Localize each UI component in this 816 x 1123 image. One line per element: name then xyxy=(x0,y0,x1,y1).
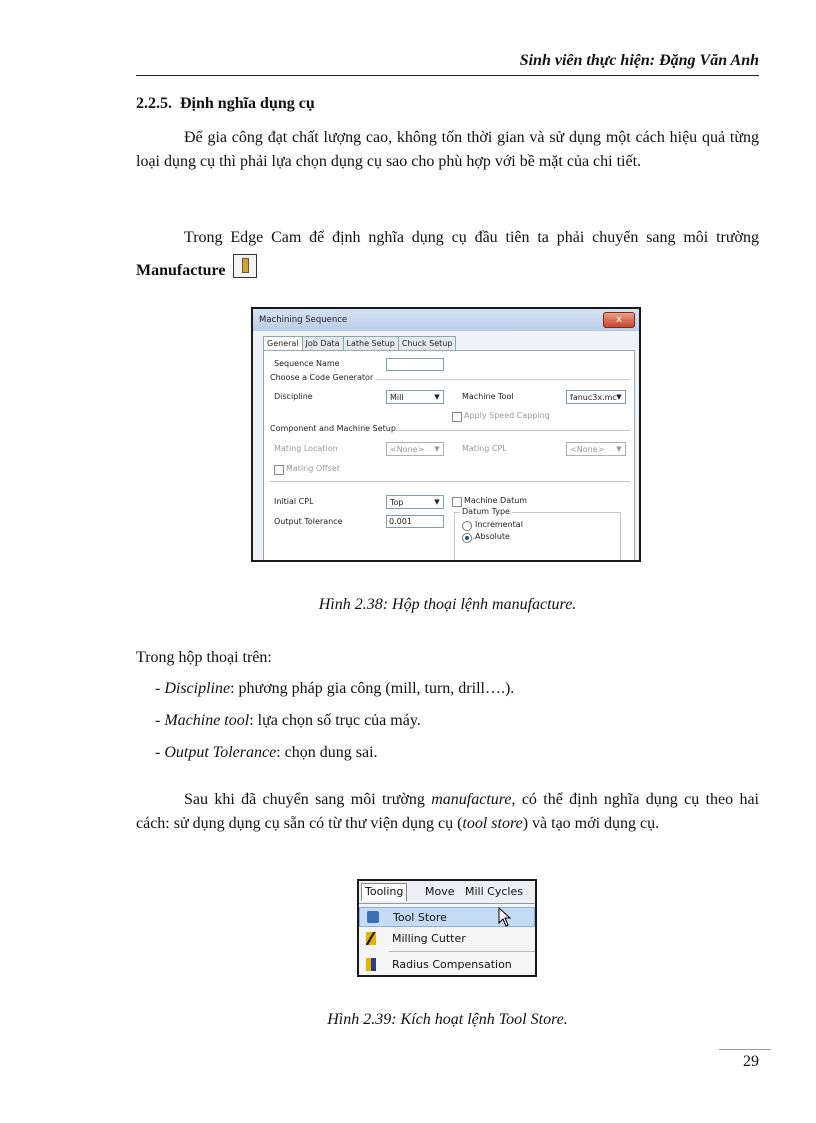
tab-chuck-setup[interactable]: Chuck Setup xyxy=(398,336,457,350)
output-tolerance-value: 0.001 xyxy=(389,517,412,526)
menu-separator xyxy=(389,951,535,952)
section-title: Định nghĩa dụng cụ xyxy=(180,95,315,112)
machine-datum-checkbox[interactable] xyxy=(452,497,462,507)
mating-cpl-value: <None> xyxy=(570,445,605,454)
bullet-machine-tool: - Machine tool: lựa chọn số trục của máy. xyxy=(155,712,421,729)
bullet-desc: : lựa chọn số trục của máy. xyxy=(249,712,421,729)
section-number: 2.2.5. xyxy=(136,95,172,112)
manufacture-term: Manufacture xyxy=(136,262,226,279)
sequence-name-input[interactable] xyxy=(386,358,444,371)
menu-item-label: Radius Compensation xyxy=(392,958,512,971)
incremental-radio[interactable] xyxy=(462,521,472,531)
tool-store-icon xyxy=(367,911,379,923)
dialog-tabs xyxy=(263,336,455,350)
menu-tooling[interactable]: Tooling xyxy=(361,883,407,901)
manufacture-icon xyxy=(233,254,257,278)
paragraph-1 xyxy=(136,126,759,174)
radius-compensation-icon xyxy=(366,958,376,971)
menu-item-label: Milling Cutter xyxy=(392,932,466,945)
footer-rule xyxy=(719,1049,771,1050)
chevron-down-icon: ▼ xyxy=(434,498,440,506)
apply-speed-label: Apply Speed Capping xyxy=(464,411,550,420)
paragraph-3-text: , có thể định nghĩa dụng cụ theo hai cách: sử dụng dụng cụ sẵn có từ thư viện dụng cụ ( xyxy=(136,791,760,832)
bullet-term: Discipline xyxy=(164,680,231,697)
mating-location-label: Mating Location xyxy=(274,444,338,453)
mating-offset-label: Mating Offset xyxy=(286,464,340,473)
bullet-discipline: - Discipline: phương pháp gia công (mill, turn, drill….). xyxy=(155,680,515,697)
machine-datum-label: Machine Datum xyxy=(464,496,528,505)
section-heading xyxy=(136,95,315,113)
menu-bar xyxy=(359,881,535,903)
tab-lathe-setup[interactable]: Lathe Setup xyxy=(343,336,399,350)
discipline-select[interactable] xyxy=(386,390,444,404)
tab-general[interactable]: General xyxy=(263,336,303,351)
chevron-down-icon: ▼ xyxy=(434,393,440,401)
discipline-value: Mill xyxy=(390,393,404,402)
menu-mill-cycles[interactable]: Mill Cycles xyxy=(465,885,523,898)
bullet-term: Output Tolerance xyxy=(164,744,277,761)
machine-tool-select[interactable] xyxy=(566,390,626,404)
paragraph-3-text: Sau khi đã chuyển sang môi trường xyxy=(184,791,432,808)
chevron-down-icon: ▼ xyxy=(616,445,622,453)
incremental-label: Incremental xyxy=(475,520,523,529)
group-divider xyxy=(376,379,630,380)
menu-item-label: Tool Store xyxy=(393,911,447,924)
sequence-name-label: Sequence Name xyxy=(274,359,340,368)
tooling-menu xyxy=(357,879,537,977)
bullet-desc: : phương pháp gia công (mill, turn, drill….). xyxy=(230,680,515,697)
mating-location-select[interactable] xyxy=(386,442,444,456)
menu-item-radius-compensation[interactable] xyxy=(359,955,535,975)
output-tolerance-input[interactable] xyxy=(386,515,444,528)
paragraph-3 xyxy=(136,788,759,836)
figure-2-38-caption: Hình 2.38: Hộp thoại lệnh manufacture. xyxy=(318,596,577,613)
absolute-label: Absolute xyxy=(475,532,510,541)
initial-cpl-value: Top xyxy=(390,498,404,507)
bullet-output-tolerance: - Output Tolerance: chọn dung sai. xyxy=(155,744,378,761)
manufacture-italic: manufacture xyxy=(431,791,512,808)
mating-offset-checkbox[interactable] xyxy=(274,465,284,475)
chevron-down-icon: ▼ xyxy=(434,445,440,453)
apply-speed-checkbox[interactable] xyxy=(452,412,462,422)
machining-sequence-dialog xyxy=(251,307,641,562)
header-rule xyxy=(136,75,759,76)
general-panel xyxy=(263,350,635,562)
discipline-label: Discipline xyxy=(274,392,313,401)
datum-type-label: Datum Type xyxy=(462,507,510,516)
paragraph-3-text: ) và tạo mới dụng cụ. xyxy=(522,815,660,832)
figure-2-39-caption: Hình 2.39: Kích hoạt lệnh Tool Store. xyxy=(327,1011,568,1028)
tool-store-italic: tool store xyxy=(462,815,523,832)
page-number: 29 xyxy=(743,1053,759,1070)
machine-tool-label: Machine Tool xyxy=(462,392,514,401)
initial-cpl-select[interactable] xyxy=(386,495,444,509)
bullet-desc: : chọn dung sai. xyxy=(276,744,378,761)
dialog-titlebar xyxy=(253,309,639,331)
menu-item-milling-cutter[interactable] xyxy=(359,929,535,949)
menu-move[interactable]: Move xyxy=(425,885,455,898)
group-divider xyxy=(270,481,630,482)
mating-location-value: <None> xyxy=(390,445,425,454)
component-group-label: Component and Machine Setup xyxy=(270,424,396,433)
tab-job-data[interactable]: Job Data xyxy=(302,336,344,350)
mating-cpl-select[interactable] xyxy=(566,442,626,456)
dialog-title: Machining Sequence xyxy=(259,315,348,325)
mating-cpl-label: Mating CPL xyxy=(462,444,507,453)
bullet-term: Machine tool xyxy=(164,712,250,729)
machine-tool-value: fanuc3x.mc xyxy=(570,393,617,402)
mouse-cursor-icon xyxy=(498,907,512,927)
dialog-intro: Trong hộp thoại trên: xyxy=(136,649,272,666)
absolute-radio[interactable] xyxy=(462,533,472,543)
output-tolerance-label: Output Tolerance xyxy=(274,517,343,526)
close-icon[interactable]: x xyxy=(603,312,635,328)
chevron-down-icon: ▼ xyxy=(616,393,622,401)
milling-cutter-icon xyxy=(366,932,376,945)
code-generator-group-label: Choose a Code Generator xyxy=(270,373,374,382)
paragraph-2 xyxy=(136,222,759,287)
paragraph-1-text: Để gia công đạt chất lượng cao, không tốn thời gian và sử dụng một cách hiệu quả từng loại dụng cụ thì phải lựa chọn dụng cụ sao cho phù hợp với bề mặt của chi tiết. xyxy=(136,129,759,170)
paragraph-2-text: Trong Edge Cam để định nghĩa dụng cụ đầu tiên ta phải chuyển sang môi trường xyxy=(184,229,759,246)
running-header: Sinh viên thực hiện: Đặng Văn Anh xyxy=(519,52,759,69)
initial-cpl-label: Initial CPL xyxy=(274,497,314,506)
group-divider xyxy=(396,430,630,431)
